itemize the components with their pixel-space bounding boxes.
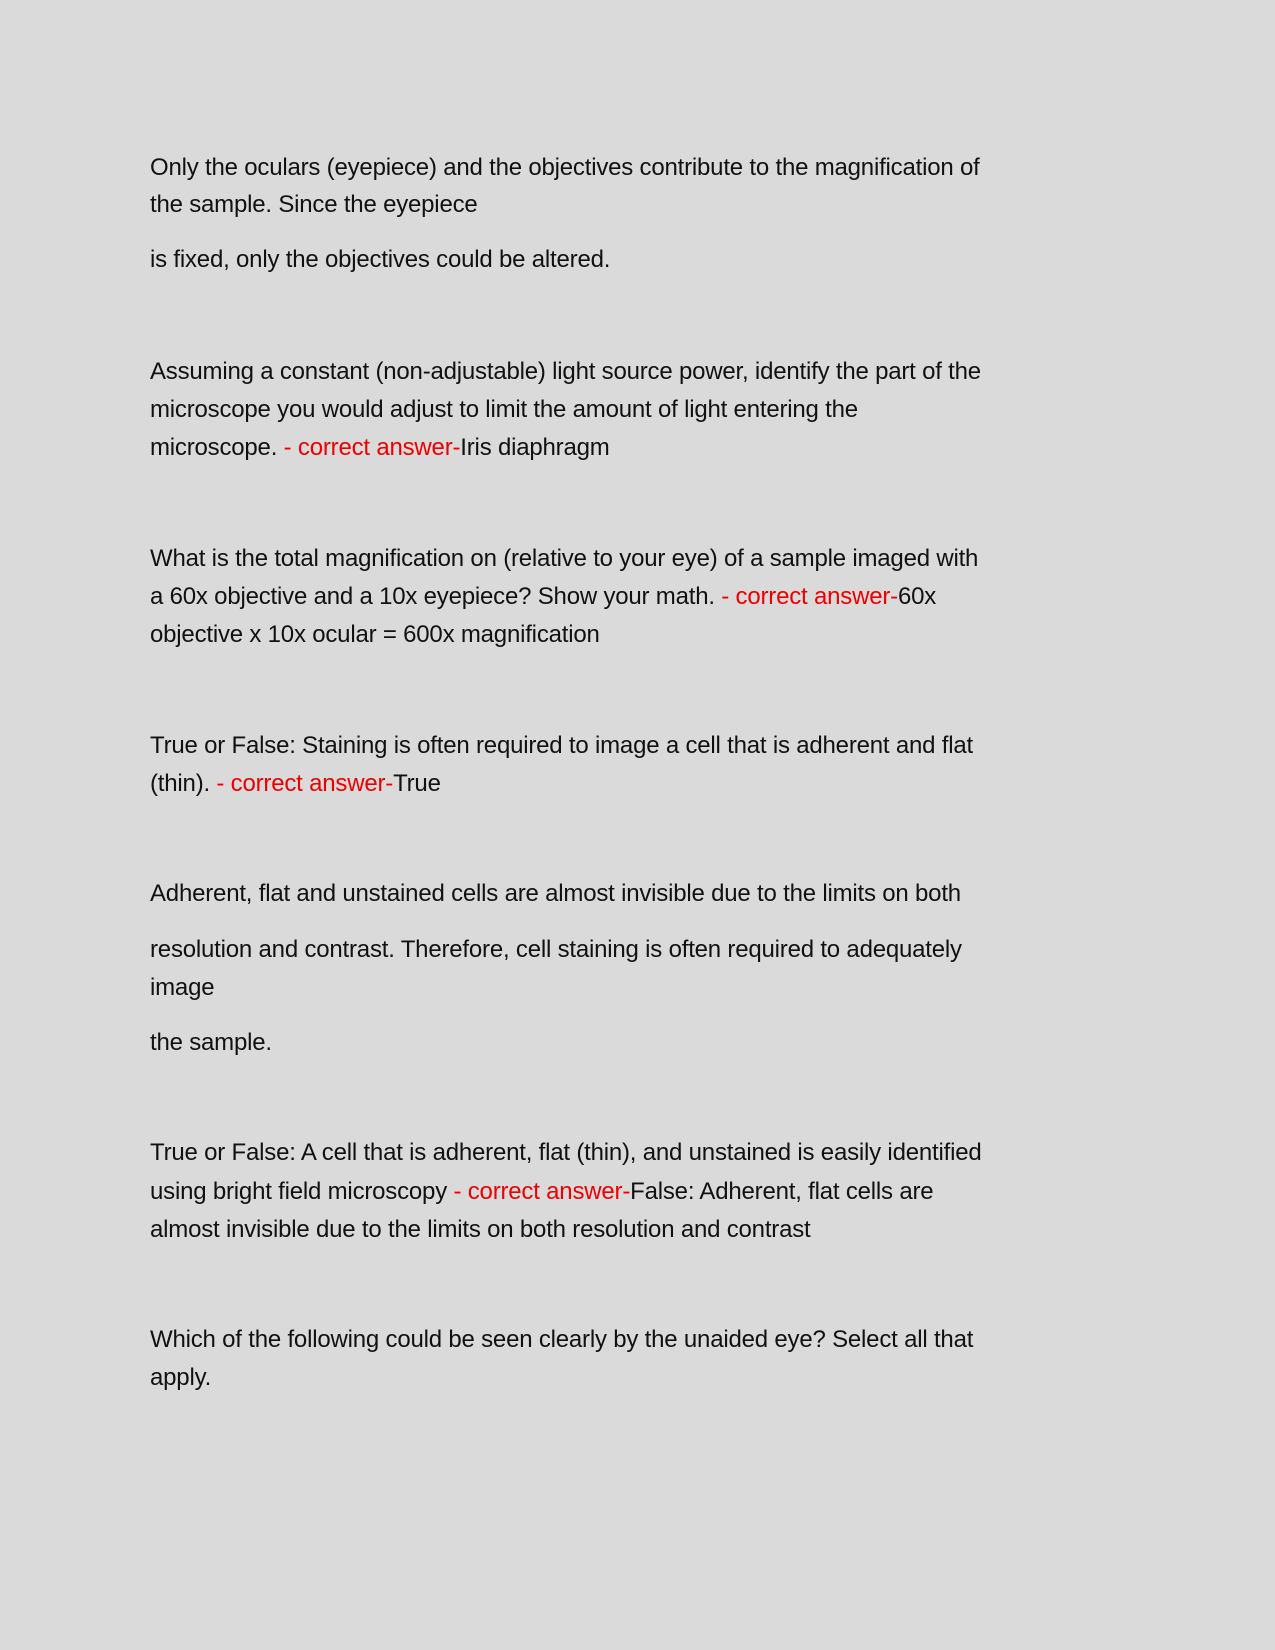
question-line: True or False: A cell that is adherent, flat (thin), and unstained is easily identified <box>150 1139 982 1166</box>
explanation-line: the sample. Since the eyepiece <box>150 191 478 218</box>
explanation-line: the sample. <box>150 1029 272 1056</box>
question-text: using bright field microscopy <box>150 1178 454 1205</box>
correct-answer-label: - correct answer- <box>216 770 394 797</box>
question-answer-line <box>150 769 441 799</box>
question-answer-line <box>150 1177 933 1207</box>
answer-text: True <box>393 770 441 797</box>
explanation-line: Adherent, flat and unstained cells are almost invisible due to the limits on both <box>150 880 961 907</box>
question-text: a 60x objective and a 10x eyepiece? Show your math. <box>150 583 722 610</box>
question-answer-line <box>150 582 936 612</box>
question-text: (thin). <box>150 770 217 797</box>
question-answer-line <box>150 433 610 463</box>
question-line: microscope you would adjust to limit the amount of light entering the <box>150 396 858 423</box>
correct-answer-label: - correct answer- <box>453 1178 631 1205</box>
answer-text: False: Adherent, flat cells are <box>630 1178 934 1205</box>
correct-answer-label: - correct answer- <box>283 434 461 461</box>
answer-continuation: almost invisible due to the limits on both resolution and contrast <box>150 1216 811 1243</box>
question-text: microscope. <box>150 434 284 461</box>
answer-continuation: objective x 10x ocular = 600x magnification <box>150 621 600 648</box>
explanation-line: is fixed, only the objectives could be altered. <box>150 246 611 273</box>
question-line: Which of the following could be seen clearly by the unaided eye? Select all that <box>150 1326 974 1353</box>
explanation-line: image <box>150 974 215 1001</box>
correct-answer-label: - correct answer- <box>721 583 898 610</box>
question-line: What is the total magnification on (relative to your eye) of a sample imaged with <box>150 545 979 572</box>
explanation-line: resolution and contrast. Therefore, cell staining is often required to adequately <box>150 936 962 963</box>
explanation-line: Only the oculars (eyepiece) and the objectives contribute to the magnification of <box>150 154 980 181</box>
answer-text: Iris diaphragm <box>460 434 610 461</box>
answer-text: 60x <box>897 583 937 610</box>
question-line: Assuming a constant (non-adjustable) light source power, identify the part of the <box>150 358 981 385</box>
question-line: apply. <box>150 1364 212 1391</box>
question-line: True or False: Staining is often required to image a cell that is adherent and flat <box>150 732 973 759</box>
